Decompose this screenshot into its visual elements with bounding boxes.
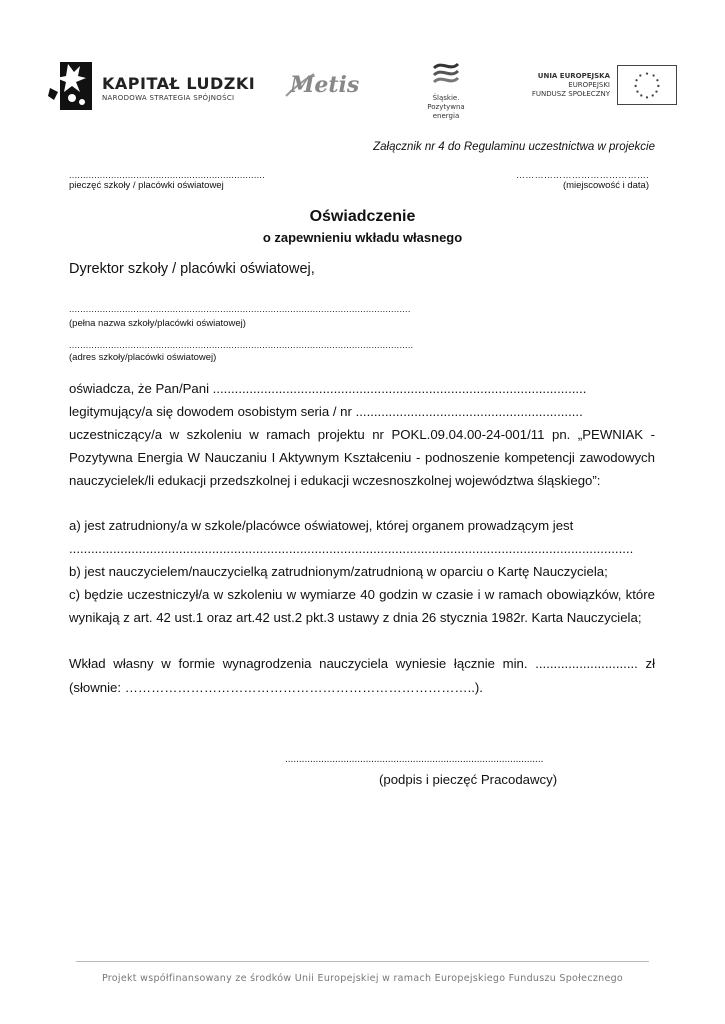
slaskie-logo-icon <box>428 58 462 92</box>
body-line-a-dots: .......................................................................................................................................................... <box>69 541 634 556</box>
footer-text: Projekt współfinansowany ze środków Unii Europejskiej w ramach Europejskiego Funduszu Społecznego <box>101 973 624 984</box>
kapital-ludzki-logo-icon <box>48 58 96 114</box>
body-line-w1: Wkład własny w formie wynagrodzenia nauczyciela wyniesie łącznie min. ............................ zł <box>69 656 655 671</box>
slaskie-logo-text <box>416 94 476 121</box>
school-name-dots: .......................................................................................................................... <box>69 304 411 314</box>
body-line-4: Pozytywna Energia W Nauczaniu I Aktywnym Kształceniu - podnoszenie kompetencji zawodowych <box>69 450 655 465</box>
eu-flag-icon <box>617 65 677 105</box>
school-name-label: (pełna nazwa szkoły/placówki oświatowej) <box>69 318 246 329</box>
document-subtitle: o zapewnieniu wkładu własnego <box>262 230 463 245</box>
metis-logo <box>284 68 364 102</box>
body-line-2: legitymujący/a się dowodem osobistym seria / nr .............................................................. <box>69 404 583 419</box>
metis-logo-text: Metis <box>290 72 360 98</box>
ue-line2: EUROPEJSKI <box>568 81 610 89</box>
stamp-label: pieczęć szkoły / placówki oświatowej <box>69 180 224 191</box>
school-address-label: (adres szkoły/placówki oświatowej) <box>69 352 217 363</box>
signature-label: (podpis i pieczęć Pracodawcy) <box>379 772 558 787</box>
body-line-c2: wynikają z art. 42 ust.1 oraz art.42 ust.2 pkt.3 ustawy z dnia 26 stycznia 1982r. Karta Nauczyciela; <box>69 610 642 625</box>
attachment-note: Załącznik nr 4 do Regulaminu uczestnictwa w projekcie <box>373 141 655 153</box>
body-line-c1: c) będzie uczestniczył/a w szkoleniu w wymiarze 40 godzin w czasie i w ramach obowiązków, które <box>69 587 655 602</box>
body-line-a: a) jest zatrudniony/a w szkole/placówce oświatowej, której organem prowadzącym jest <box>69 518 574 533</box>
ue-line3: FUNDUSZ SPOŁECZNY <box>531 90 610 98</box>
stamp-dots: ...................................................................... <box>69 170 266 180</box>
slaskie-line2: Pozytywna energia <box>427 103 465 120</box>
footer-divider <box>76 961 649 962</box>
document-title: Oświadczenie <box>309 208 416 225</box>
ue-logo-text <box>528 72 610 99</box>
body-line-1: oświadcza, że Pan/Pani ...................................................................................................... <box>69 381 587 396</box>
school-address-dots: ........................................................................................................................... <box>69 340 414 350</box>
body-line-5: nauczycielek/li edukacji przedszkolnej i edukacji wczesnoszkolnej województwa śląskiego”: <box>69 473 601 488</box>
slaskie-line1: Śląskie. <box>432 94 460 102</box>
place-date-label: (miejscowość i data) <box>562 180 649 191</box>
director-line: Dyrektor szkoły / placówki oświatowej, <box>69 261 315 277</box>
kapital-ludzki-title: KAPITAŁ LUDZKI <box>102 74 256 93</box>
place-date-dots: ……………………………………. <box>515 170 649 180</box>
body-line-b: b) jest nauczycielem/nauczycielką zatrudnionym/zatrudnioną w oparciu o Kartę Nauczyciela; <box>69 564 608 579</box>
body-line-3: uczestniczący/a w szkoleniu w ramach projektu nr POKL.09.04.00-24-001/11 pn. „PEWNIAK - <box>69 427 655 442</box>
body-line-w2: (słownie: ……………………………………………………………………..). <box>69 680 483 695</box>
signature-dots: ............................................................................................. <box>285 754 544 765</box>
ue-line1: UNIA EUROPEJSKA <box>537 72 610 80</box>
kapital-ludzki-subtitle: NARODOWA STRATEGIA SPÓJNOŚCI <box>102 94 235 102</box>
